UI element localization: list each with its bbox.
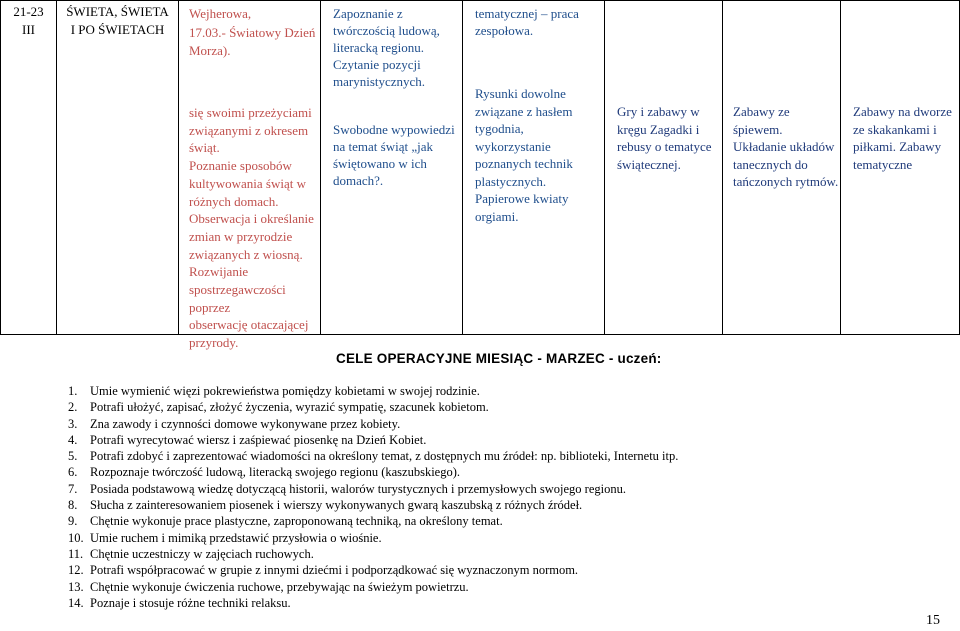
goal-number: 2.: [68, 400, 78, 415]
col3-cell: [179, 1, 321, 351]
goal-text: Chętnie wykonuje ćwiczenia ruchowe, przebywając na świeżym powietrzu.: [90, 579, 469, 594]
col8-text: Zabawy na dworze ze skakankami i piłkami. Zabawy tematyczne: [853, 104, 952, 172]
goal-item: [60, 595, 678, 611]
goal-item: [60, 448, 678, 464]
goal-number: 7.: [68, 481, 78, 496]
goal-text: Poznaje i stosuje różne techniki relaksu.: [90, 595, 291, 610]
page-number: 15: [926, 613, 940, 628]
col7-cell: [723, 1, 841, 335]
week-cell: [1, 1, 57, 335]
goal-text: Zna zawody i czynności domowe wykonywane przez kobiety.: [90, 416, 401, 431]
goal-number: 5.: [68, 449, 78, 464]
col4-cell: [321, 1, 463, 335]
goals-list: [60, 383, 678, 611]
theme-label: ŚWIETA, ŚWIETA I PO ŚWIETACH: [66, 4, 169, 37]
col3-main-text: się swoimi przeżyciami związanymi z okresem świąt. Poznanie sposobów kultywowania świąt w różnych domach. Obserwacja i określanie zmian w przyrodzie związanych z wiosną. Rozwijanie spostrzegawczości poprzez obserwację otaczającej przyrody.: [189, 105, 314, 351]
col5-cell: [463, 1, 605, 335]
goals-title: CELE OPERACYJNE MIESIĄC - MARZEC - uczeń:: [336, 351, 662, 366]
goal-number: 9.: [68, 514, 78, 529]
goal-text: Posiada podstawową wiedzę dotyczącą historii, walorów turystycznych i przemysłowych swojego regionu.: [90, 481, 626, 496]
col5-main-text: Rysunki dowolne związane z hasłem tygodnia, wykorzystanie poznanych technik plastycznych. Papierowe kwiaty orgiami.: [475, 86, 573, 224]
goal-item: [60, 464, 678, 480]
goal-item: [60, 546, 678, 562]
goal-text: Rozpoznaje twórczość ludową, literacką swojego regionu (kaszubskiego).: [90, 465, 461, 480]
goal-item: [60, 383, 678, 399]
goal-number: 12.: [68, 563, 84, 578]
goal-number: 14.: [68, 595, 84, 610]
goal-item: [60, 530, 678, 546]
goal-number: 11.: [68, 546, 84, 561]
col7-text: Zabawy ze śpiewem. Układanie układów tanecznych do tańczonych rytmów.: [733, 104, 839, 189]
col6-text: Gry i zabawy w kręgu Zagadki i rebusy o tematyce świątecznej.: [617, 104, 712, 172]
goal-number: 8.: [68, 498, 78, 513]
goal-number: 1.: [68, 384, 78, 398]
goal-number: 3.: [68, 416, 78, 431]
goal-item: [60, 562, 678, 578]
goal-item: [60, 579, 678, 595]
goal-text: Potrafi zdobyć i zaprezentować wiadomości na określony temat, z dostępnych mu źródeł: np. biblioteki, Internetu itp.: [90, 449, 679, 464]
col4-main-text: Swobodne wypowiedzi na temat świąt „jak świętowano w ich domach?.: [333, 122, 455, 188]
theme-cell: [57, 1, 179, 335]
goal-text: Słucha z zainteresowaniem piosenek i wierszy wykonywanych gwarą kaszubską z różnych źródeł.: [90, 498, 583, 513]
goal-text: Umie ruchem i mimiką przedstawić przysłowia o wiośnie.: [90, 530, 382, 545]
col5-top-text: tematycznej – praca zespołowa.: [475, 6, 579, 38]
col4-top-text: Zapoznanie z twórczością ludową, literacką regionu. Czytanie pozycji marynistycznych.: [333, 6, 440, 89]
goal-text: Chętnie wykonuje prace plastyczne, zaproponowaną techniką, na określony temat.: [90, 514, 503, 529]
goal-item: [60, 481, 678, 497]
col6-cell: [605, 1, 723, 335]
week-label: 21-23 III: [13, 4, 44, 37]
goal-text: Potrafi współpracować w grupie z innymi dziećmi i podporządkować się wyznaczonym normom.: [90, 563, 579, 578]
col3-top-text: Wejherowa, 17.03.- Światowy Dzień Morza).: [189, 6, 316, 58]
goal-item: [60, 497, 678, 513]
goal-item: [60, 513, 678, 529]
goal-number: 13.: [68, 579, 84, 594]
goal-item: [60, 399, 678, 415]
goal-text: Umie wymienić więzi pokrewieństwa pomiędzy kobietami w swojej rodzinie.: [90, 384, 480, 398]
goal-item: [60, 416, 678, 432]
goal-text: Chętnie uczestniczy w zajęciach ruchowych.: [90, 546, 314, 561]
goal-item: [60, 432, 678, 448]
goal-text: Potrafi ułożyć, zapisać, złożyć życzenia, wyrazić sympatię, szacunek kobietom.: [90, 400, 489, 415]
goal-text: Potrafi wyrecytować wiersz i zaśpiewać piosenkę na Dzień Kobiet.: [90, 432, 427, 447]
goal-number: 10.: [68, 530, 84, 545]
goal-number: 4.: [68, 432, 78, 447]
goal-number: 6.: [68, 465, 78, 480]
col8-cell: [841, 1, 960, 335]
